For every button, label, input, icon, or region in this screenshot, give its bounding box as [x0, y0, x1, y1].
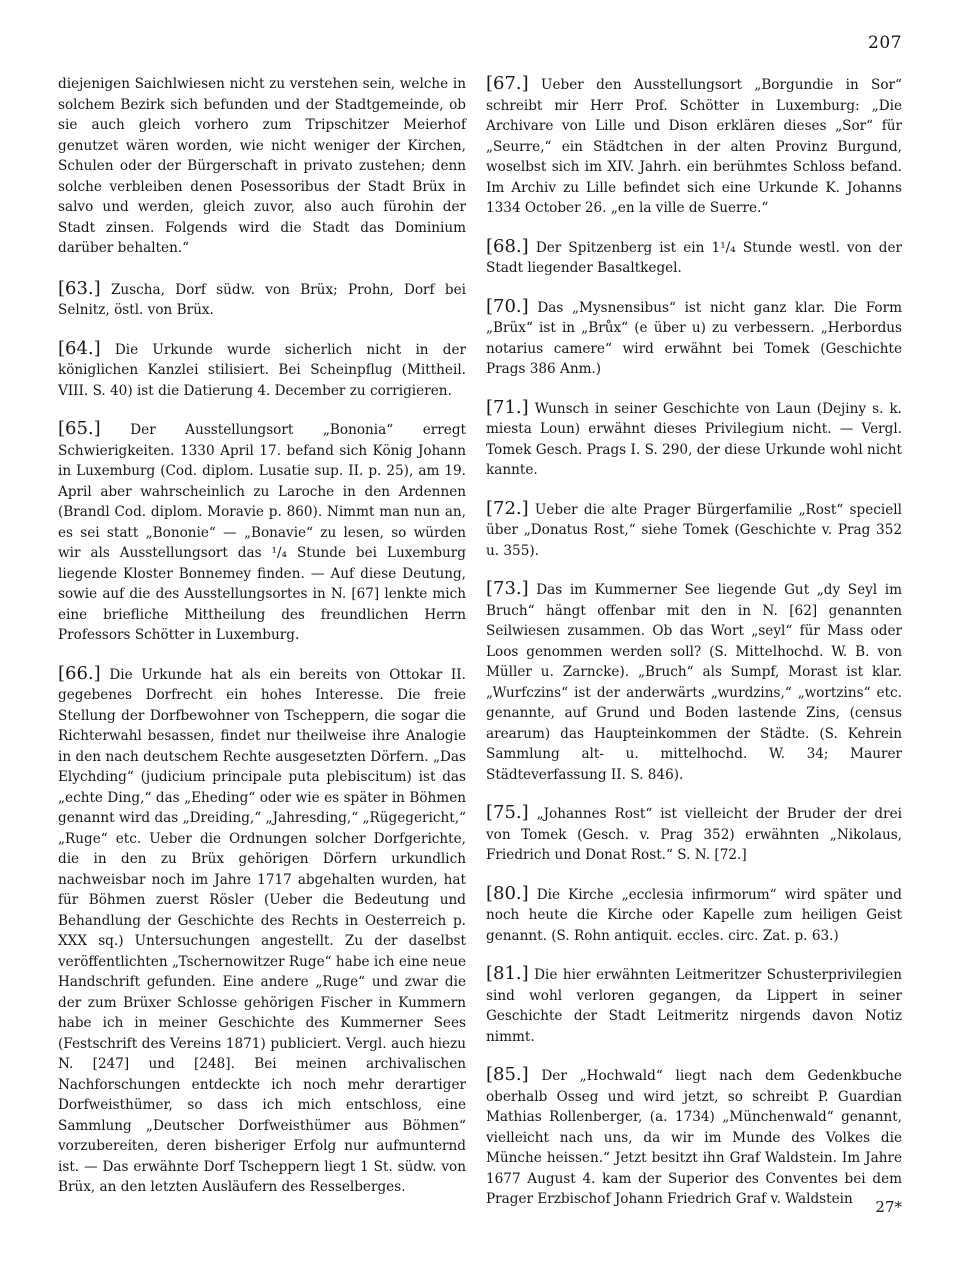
note-text: Der Spitzenberg ist ein 1¹/₄ Stunde westl. von der Stadt liegender Basaltkegel. [486, 239, 902, 276]
note-number: [75.] [486, 802, 529, 823]
note-63 [58, 279, 466, 321]
note-67 [486, 74, 902, 219]
note-66 [58, 664, 466, 1198]
note-text: „Johannes Rost“ ist vielleicht der Bruder der drei von Tomek (Gesch. v. Prag 352) erwähnten „Nikolaus, Friedrich und Donat Rost.“ S. N. [72.] [486, 806, 902, 863]
signature-mark: 27* [875, 1198, 902, 1216]
note-81 [486, 964, 902, 1047]
note-64 [58, 339, 466, 402]
note-text: Zuscha, Dorf südw. von Brüx; Prohn, Dorf bei Selnitz, östl. von Brüx. [58, 281, 466, 318]
note-text: Der Ausstellungsort „Bononia“ erregt Schwierigkeiten. 1330 April 17. befand sich König Johann in Luxemburg (Cod. diplom. Lusatie sup. II. p. 25), am 19. April aber wahrscheinlich zu Laroche in den Ardennen (Brandl Cod. diplom. Moravie p. 860). Nimmt man nun an, es sei statt „Bononie“ — „Bonavie“ zu lesen, so würden wir als Ausstellungsort das ¹/₄ Stunde bei Luxemburg liegende Kloster Bonnemey finden. — Auf diese Deutung, sowie auf die des Ausstellungsortes in N. [67] lenkte mich eine briefliche Mittheilung des freundlichen Herrn Professors Schötter in Luxemburg. [58, 422, 467, 643]
note-72 [486, 499, 902, 562]
note-number: [67.] [486, 73, 529, 94]
note-text: Die Urkunde wurde sicherlich nicht in der königlichen Kanzlei stilisiert. Bei Scheinpflug (Mittheil. VIII. S. 40) ist die Datierung 4. December zu corrigieren. [58, 341, 466, 399]
note-text: Ueber die alte Prager Bürgerfamilie „Rost“ speciell über „Donatus Rost,“ siehe Tomek (Geschichte v. Prag 352 u. 355). [486, 501, 902, 559]
note-text: diejenigen Saichlwiesen nicht zu verstehen sein, welche in solchem Bezirk sich befunden und der Stadtgemeinde, ob sie auch gleich vorhero zum Tripschitzer Meierhof genutzet wären worden, wie nicht weniger der Kirchen, Schulen oder der Bürgerschaft in privato zustehen; denn solche verbleiben denen Posessoribus der Stadt Brüx in salvo und werden, gleich zuvor, also auch fürohin der Stadt zinsen. Folgends wird die Stadt das Dominium darüber behalten.“ [58, 76, 466, 256]
note-75 [486, 803, 902, 866]
note-text: Das im Kummerner See liegende Gut „dy Seyl im Bruch“ hängt offenbar mit den in N. [62] genannten Seilwiesen zusammen. Ob das Wort „seyl“ für Mass oder Loos genommen werden soll? (S. Mittelhochd. W. B. von Müller u. Zarncke). „Bruch“ als Sumpf, Morast ist klar. „Wurfczins“ ist der anderwärts „wurdzins,“ „wortzins“ etc. genannte, auf Grund und Boden lastende Zins, (census arearum) das Haupteinkommen der Städte. (S. Kehrein Sammlung alt- u. mittelhochd. W. 34; Maurer Städteverfassung II. S. 846). [486, 582, 902, 783]
note-68 [486, 237, 902, 279]
left-column [58, 74, 466, 1216]
right-column [486, 74, 902, 1228]
note-number: [73.] [486, 578, 529, 599]
page-number: 207 [868, 33, 902, 53]
note-80 [486, 884, 902, 947]
note-number: [70.] [486, 295, 529, 317]
note-number: [80.] [486, 882, 529, 904]
note-text: Die Kirche „ecclesia infirmorum“ wird später und noch heute die Kirche oder Kapelle zum heiligen Geist genannt. (S. Rohn antiquit. eccles. circ. Zat. p. 63.) [486, 886, 902, 944]
note-71 [486, 398, 902, 481]
note-number: [65.] [58, 418, 101, 439]
note-number: [64.] [58, 337, 101, 359]
note-number: [68.] [486, 235, 529, 257]
note-text: Wunsch in seiner Geschichte von Laun (Dejiny s. k. miesta Loun) erwähnt dieses Privilegium nicht. — Vergl. Tomek Gesch. Prags I. S. 290, der diese Urkunde wohl nicht kannte. [486, 400, 902, 478]
note-text: Das „Mysnensibus“ ist nicht ganz klar. Die Form „Brüx“ ist in „Brůx“ (e über u) zu verbessern. „Herbordus notarius camere“ wird erwähnt bei Tomek (Geschichte Prags 386 Anm.) [486, 299, 902, 377]
note-number: [72.] [486, 497, 529, 519]
note-85 [486, 1065, 902, 1210]
note-number: [81.] [486, 963, 529, 984]
note-73 [486, 579, 902, 785]
note-number: [66.] [58, 662, 101, 684]
note-number: [85.] [486, 1064, 529, 1085]
note-number: [63.] [58, 277, 101, 299]
note-number: [71.] [486, 396, 529, 418]
note-continuation [58, 74, 466, 259]
note-65 [58, 419, 466, 646]
note-70 [486, 297, 902, 380]
note-text: Die hier erwähnten Leitmeritzer Schusterprivilegien sind wohl verloren gegangen, da Lippert in seiner Geschichte der Stadt Leitmeritz nirgends davon Notiz nimmt. [486, 967, 902, 1045]
note-text: Der „Hochwald“ liegt nach dem Gedenkbuche oberhalb Osseg und wird jetzt, so schreibt P. Guardian Mathias Rollenberger, (a. 1734) „Münchenwald“ genannt, vielleicht nach uns, da wir im Munde des Volkes die Münche heissen.“ Jetzt besitzt ihn Graf Waldstein. Im Jahre 1677 August 4. kam der Superior des Conventes bei dem Prager Erzbischof Johann Friedrich Graf v. Waldstein [486, 1068, 902, 1207]
note-text: Die Urkunde hat als ein bereits von Ottokar II. gegebenes Dorfrecht ein hohes Interesse. Die freie Stellung der Dorfbewohner von Tscheppern, die sogar die Richterwahl besassen, findet nur theilweise ihre Analogie in den nach deutschem Rechte ausgesetzten Dörfern. „Das Elychding“ (judicium principale puta plebiscitum) ist das „echte Ding,“ das „Eheding“ oder wie es später in Böhmen genannt wird das „Dreiding,“ „Jahresding,“ „Rügegericht,“ „Ruge“ etc. Ueber die Ordnungen solcher Dorfgerichte, die in den zu Brüx gehörigen Dörfern urkundlich nachweisbar noch im Jahre 1717 abgehalten wurden, hat für Böhmen zuerst Rösler (Ueber die Bedeutung und Behandlung der Geschichte des Rechts in Oesterreich p. XXX sq.) Untersuchungen angestellt. Zu der daselbst veröffentlichten „Tschernowitzer Ruge“ habe ich eine neue Handschrift gefunden. Eine andere „Ruge“ und zwar die der zum Brüxer Schlosse gehörigen Fischer in Kummern habe ich in meiner Geschichte des Kummerner Sees (Festschrift des Vereins 1871) publiciert. Vergl. auch hiezu N. [247] und [248]. Bei meinen archivalischen Nachforschungen entdeckte ich noch mehr derartiger Dorfweisthümer, so dass ich mich entschloss, eine Sammlung „Deutscher Dorfweisthümer aus Böhmen“ vorzubereiten, deren bisheriger Erfolg nur aufmunternd ist. — Das erwähnte Dorf Tscheppern liegt 1 St. südw. von Brüx, an den letzten Ausläufern des Resselberges. [58, 666, 466, 1195]
note-text: Ueber den Ausstellungsort „Borgundie in Sor“ schreibt mir Herr Prof. Schötter in Luxemburg: „Die Archivare von Lille und Dison erklären dieses „Sor“ für „Seurre,“ ein Städtchen in der alten Provinz Burgund, woselbst sich im XIV. Jahrh. ein berühmtes Schloss befand. Im Archiv zu Lille befindet sich eine Urkunde K. Johanns 1334 October 26. „en la ville de Suerre.“ [486, 77, 902, 216]
